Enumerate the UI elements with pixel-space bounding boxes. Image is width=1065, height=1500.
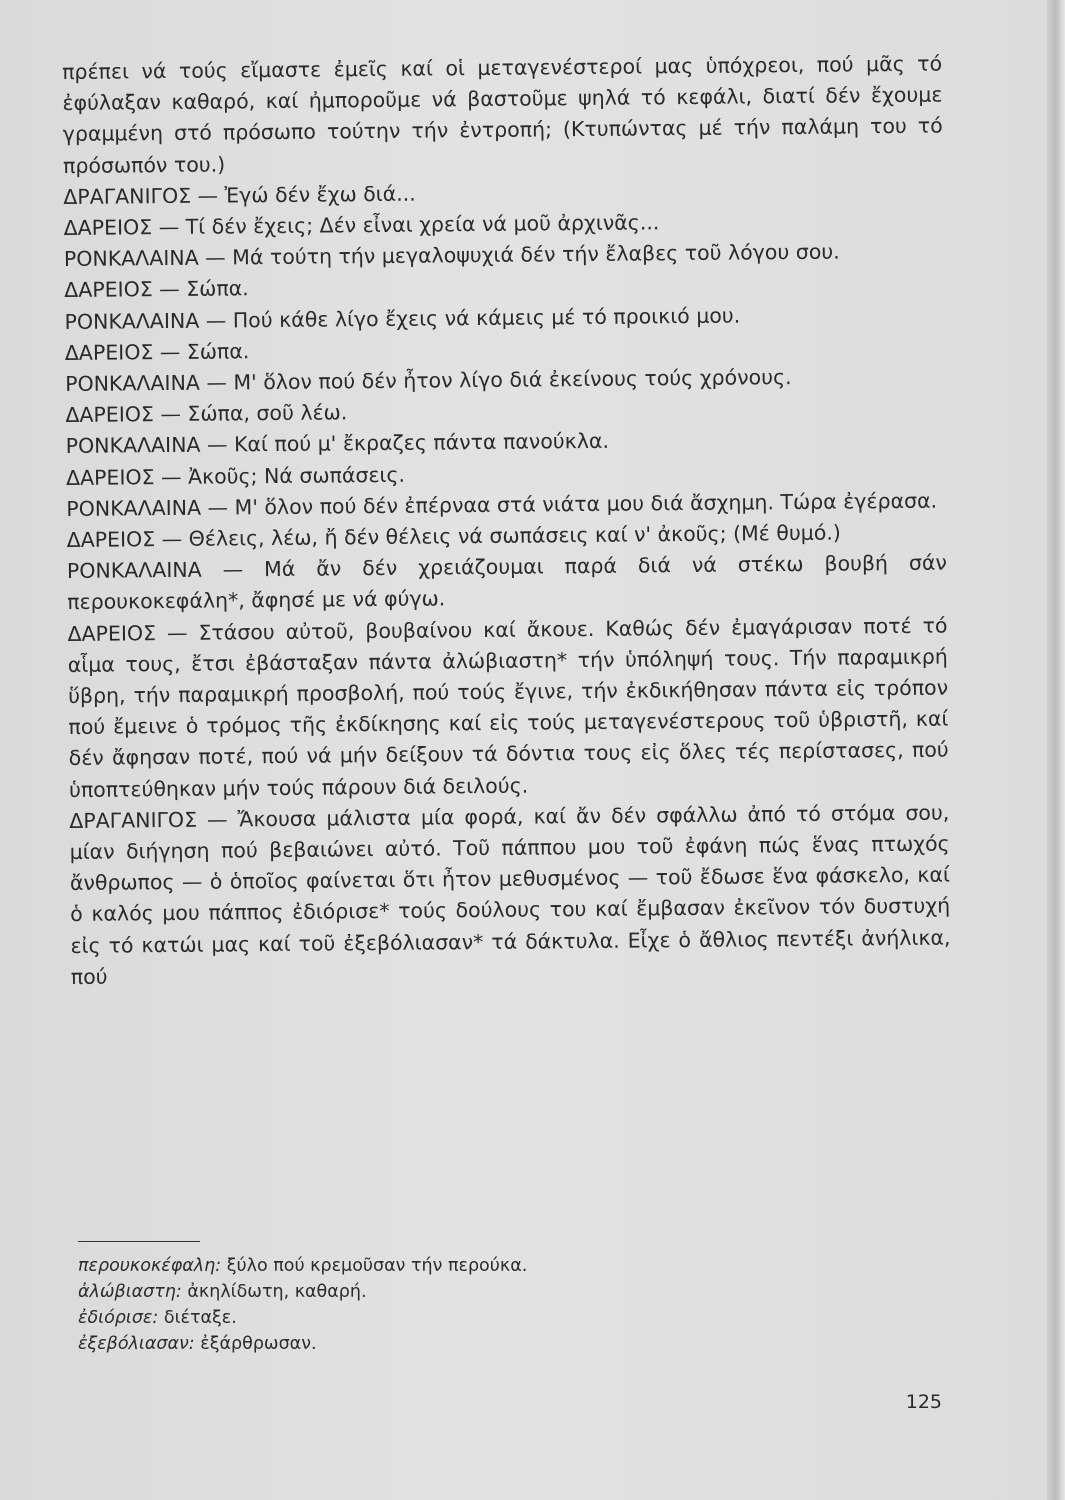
footnote-definition: ξύλο πού κρεμοῦσαν τήν περούκα. [226, 1256, 528, 1276]
dialogue-line: ΡΟΝΚΑΛΑΙΝΑ — Πού κάθε λίγο ἔχεις νά κάμεις μέ τό προικιό μου. [64, 303, 741, 334]
dialogue-line: ΔΑΡΕΙΟΣ — Σώπα. [64, 276, 249, 303]
footnote-term: περουκοκέφαλη: [78, 1256, 222, 1276]
dialogue-line: ΔΑΡΕΙΟΣ — Θέλεις, λέω, ἤ δέν θέλεις νά σωπάσεις καί ν' ἀκοῦς; (Μέ θυμό.) [66, 520, 841, 553]
footnote [78, 1253, 778, 1279]
footnote-term: ἀλώβιαστη: [78, 1282, 182, 1302]
footnote-term: ἐδιόρισε: [78, 1308, 159, 1328]
dialogue-line: ΔΑΡΕΙΟΣ — Τί δέν ἔχεις; Δέν εἶναι χρεία νά μοῦ ἀρχινᾶς... [63, 210, 660, 241]
page-edge [1047, 0, 1065, 1500]
page-number: 125 [905, 1391, 942, 1413]
dialogue-line: ΡΟΝΚΑΛΑΙΝΑ — Μ' ὅλον πού δέν ἐπέρναα στά νιάτα μου διά ἄσχημη. Τώρα ἐγέρασα. [66, 488, 938, 521]
footnote [78, 1305, 778, 1331]
footnote [78, 1279, 778, 1305]
dialogue-line: ΔΡΑΓΑΝΙΓΟΣ — Ἄκουσα μάλιστα μία φορά, καί ἄν δέν σφάλλω ἀπό τό στόμα σου, μίαν διήγηση πού βεβαιώνει αὐτό. Τοῦ πάππου μου τοῦ ἐφάνη πώς ἕνας πτωχός ἄνθρωπος — ὁ ὁποῖος φαίνεται ὅτι ἦτον μεθυσμένος — τοῦ ἔδωσε ἕνα φάσκελο, καί ὁ καλός μου πάππος ἐδιόρισε* τούς δούλους του καί ἔμβασαν ἐκεῖνον τόν δυστυχή εἰς τό κατώι μας καί τοῦ ἐξεβόλιασαν* τά δάκτυλα. Εἶχε ὁ ἄθλιος πεντέξι ἀνήλικα, πού [69, 800, 951, 989]
dialogue-line: ΔΑΡΕΙΟΣ — Σώπα. [64, 339, 250, 365]
dialogue-line: ΔΑΡΕΙΟΣ — Ἀκοῦς; Νά σωπάσεις. [65, 462, 406, 490]
footnotes [78, 1253, 778, 1357]
footnote-definition: ἀκηλίδωτη, καθαρή. [187, 1282, 367, 1302]
dialogue-line: ΔΑΡΕΙΟΣ — Στάσου αὐτοῦ, βουβαίνου καί ἄκουε. Καθώς δέν ἐμαγάρισαν ποτέ τό αἷμα τους, ἔτσι ἐβάσταξαν πάντα ἀλώβιαστη* τήν ὑπόληψή τους. Τήν παραμικρή ὕβρη, τήν παραμικρή προσβολή, πού τούς ἔγινε, τήν ἐκδικήθησαν πάντα εἰς τρόπον πού ἔμεινε ὁ τρόμος τῆς ἐκδίκησης καί εἰς τούς μεταγενέστερους τοῦ ὑβριστῆ, καί δέν ἄφησαν ποτέ, πού νά μήν δείξουν τά δόντια τους εἰς ὅλες τές περίστασες, πού ὑποπτεύθηκαν μήν τούς πάρουν διά δειλούς. [67, 613, 949, 802]
main-text [62, 49, 951, 993]
footnote-term: ἐξεβόλιασαν: [78, 1334, 195, 1354]
footnote [78, 1331, 778, 1357]
footnote-divider [78, 1241, 200, 1242]
dialogue-line: ΡΟΝΚΑΛΑΙΝΑ — Μά ἄν δέν χρειάζουμαι παρά διά νά στέκω βουβή σάν περουκοκεφάλη*, ἄφησέ με νά φύγω. [66, 550, 948, 615]
footnote-definition: ἐξάρθρωσαν. [200, 1334, 317, 1354]
paragraph-continuation: πρέπει νά τούς εἴμαστε ἐμεῖς καί οἱ μεταγενέστεροί μας ὑπόχρεοι, πού μᾶς τό ἐφύλαξαν καθαρό, καί ἠμποροῦμε νά βαστοῦμε ψηλά τό κεφάλι, διατί δέν ἔχουμε γραμμένη στό πρόσωπο τούτην τήν ἐντροπή; (Κτυπώντας μέ τήν παλάμη του τό πρόσωπόν του.) [62, 51, 943, 178]
dialogue-line: ΔΑΡΕΙΟΣ — Σώπα, σοῦ λέω. [65, 400, 348, 428]
dialogue-line: ΡΟΝΚΑΛΑΙΝΑ — Μ' ὅλον πού δέν ἦτον λίγο διά ἐκείνους τούς χρόνους. [65, 365, 792, 397]
footnote-definition: διέταξε. [163, 1308, 237, 1328]
dialogue-line: ΡΟΝΚΑΛΑΙΝΑ — Μά τούτη τήν μεγαλοψυχιά δέν τήν ἔλαβες τοῦ λόγου σου. [63, 239, 840, 272]
dialogue-line: ΔΡΑΓΑΝΙΓΟΣ — Ἐγώ δέν ἔχω διά... [63, 181, 416, 209]
dialogue-line: ΡΟΝΚΑΛΑΙΝΑ — Καί πού μ' ἔκραζες πάντα πανούκλα. [65, 429, 610, 459]
